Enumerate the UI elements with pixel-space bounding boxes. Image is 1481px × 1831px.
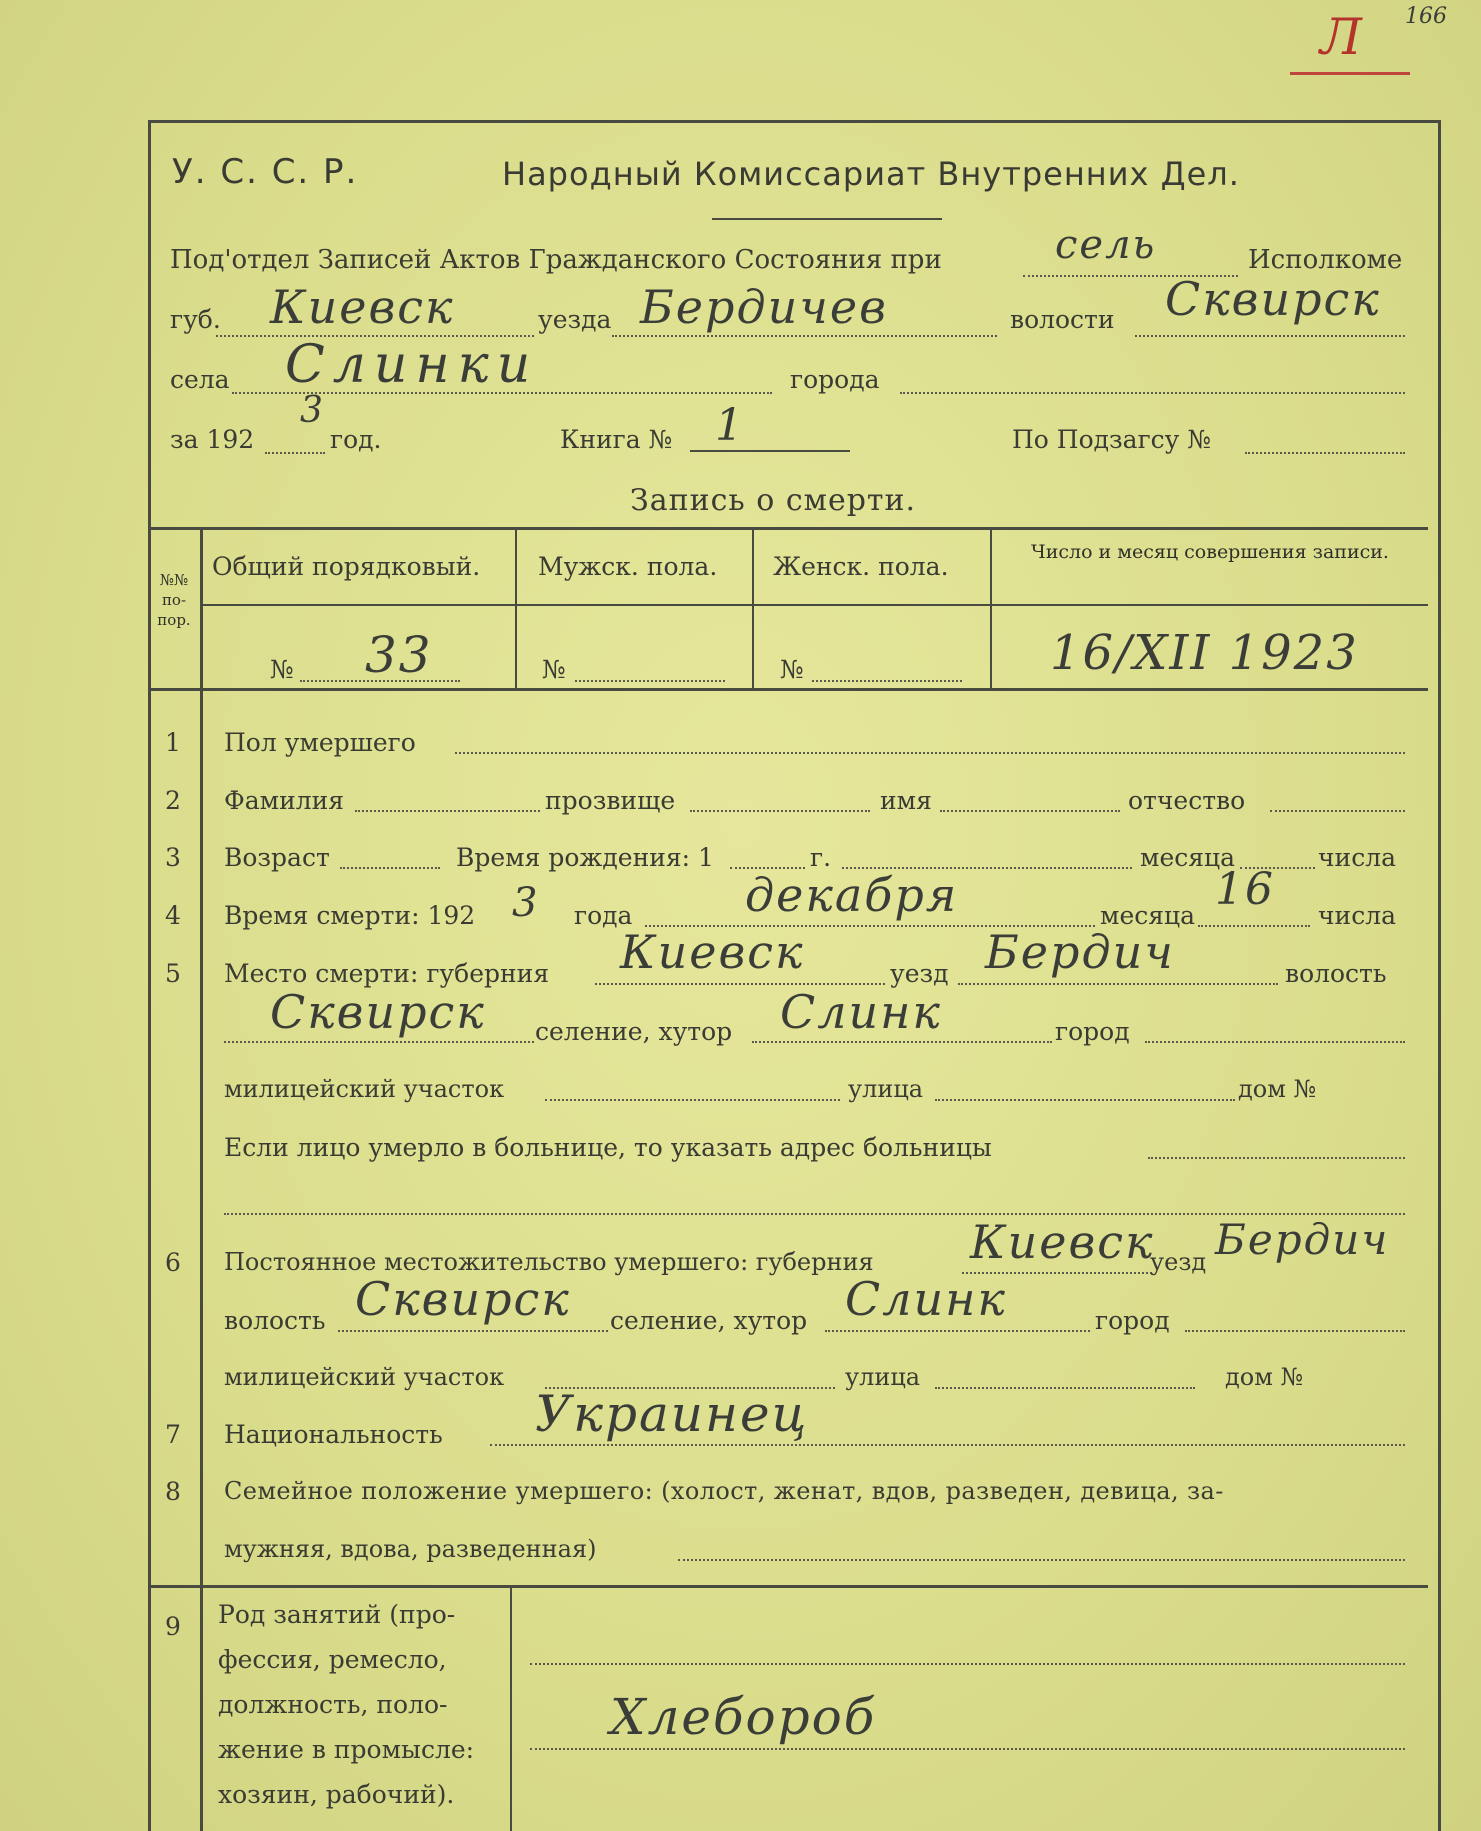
r9-value: Хлебороб [610,1688,877,1746]
r4-line-b [1198,925,1310,927]
r3-birth: Время рождения: 1 [456,843,714,872]
r2-line-d [1270,810,1405,812]
date-value: 16/XII 1923 [1050,625,1359,681]
r6-dom: дом № [1225,1363,1304,1391]
table-top-rule [148,527,1428,530]
r9-line-a [530,1663,1405,1665]
general-no: № [270,655,294,684]
r5-gorod: город [1055,1017,1130,1046]
r2-name: имя [880,786,932,815]
volost-line [1135,335,1405,337]
r4-goda: года [574,901,633,930]
uezd-value: Бердичев [640,280,888,334]
r5-line-d [752,1041,1052,1043]
male-line [575,680,725,682]
r6-selenie: селение, хутор [610,1306,808,1335]
republic-title: У. С. С. Р. [172,152,359,192]
table-mid-rule [200,604,1428,606]
r4-year-value: 3 [512,880,540,926]
female-no: № [780,655,804,684]
r3-month: месяца [1140,843,1235,872]
book-value: 1 [715,400,745,451]
table-bottom-rule [148,688,1428,691]
year-suffix: год. [330,425,382,454]
year-line [265,452,325,454]
r9-line4: жение в промысле: [218,1735,475,1764]
r4-day-value: 16 [1215,864,1275,915]
r4-month-value: декабря [745,868,959,922]
r5-hospital: Если лицо умерло в больнице, то указать адрес больницы [224,1133,992,1162]
r9-line2: фессия, ремесло, [218,1645,447,1674]
row-number-2: 2 [165,786,181,815]
r5-line-f [545,1099,840,1101]
r2-surname: Фамилия [224,786,345,815]
row-number-9: 9 [165,1612,181,1641]
r5-selenie: селение, хутор [535,1017,733,1046]
r6-line-d [1185,1330,1405,1332]
podzags-line [1245,452,1405,454]
gorod-line [900,392,1405,394]
selo-label: села [170,365,230,394]
r6-ulica: улица [845,1363,921,1391]
r7-value: Украинец [535,1385,809,1443]
r3-day: числа [1318,843,1396,872]
r5-volost: волость [1285,959,1387,988]
r6-selenie-value: Слинк [845,1272,1007,1326]
r5-line-h [1148,1157,1405,1159]
r5-gub-value: Киевск [620,925,805,979]
row-number-4: 4 [165,901,181,930]
general-value: 33 [365,626,433,684]
r4-day: числа [1318,901,1396,930]
r6-gub-value: Киевск [970,1215,1155,1269]
year-value: 3 [300,390,325,431]
r2-line-a [355,810,540,812]
male-no: № [542,655,566,684]
row-number-7: 7 [165,1420,181,1449]
r2-line-b [690,810,870,812]
r9-line1: Род занятий (про- [218,1600,456,1629]
r1-label: Пол умершего [224,728,416,757]
book-label: Книга № [560,425,673,454]
r4-month: месяца [1100,901,1195,930]
r7-label: Национальность [224,1420,443,1449]
book-line [690,450,850,452]
r3-g: г. [810,843,832,872]
r5-dom: дом № [1238,1075,1317,1103]
col-index-header: №№ по-пор. [157,571,191,629]
row-number-6: 6 [165,1248,181,1277]
archive-underline [1290,72,1410,75]
gub-value: Киевск [270,280,455,334]
executive-label: Исполкоме [1248,245,1403,275]
r6-uezd-value: Бердич [1215,1215,1390,1264]
r5-militia: милицейский участок [224,1075,505,1103]
r5-line-c [224,1041,534,1043]
r4-label: Время смерти: 192 [224,901,476,930]
row9-top-rule [148,1585,1428,1588]
col-male-header: Мужск. пола. [538,552,718,581]
r3-age: Возраст [224,843,330,872]
row9-left-rule [200,1585,203,1831]
r8-line1: Семейное положение умершего: (холост, женат, вдов, разведен, девица, за- [224,1477,1224,1505]
r6-militia: милицейский участок [224,1363,505,1391]
r2-nickname: прозвище [545,786,676,815]
r8-line2: мужняя, вдова, разведенная) [224,1535,597,1563]
archive-mark: Л [1320,8,1364,66]
r5-line-b [958,983,1278,985]
col-female-header: Женск. пола. [773,552,949,581]
row-number-5: 5 [165,959,181,988]
r6-uezd: уезд [1150,1248,1207,1276]
r5-label: Место смерти: губерния [224,959,550,988]
row-number-3: 3 [165,843,181,872]
r5-line-e [1145,1041,1405,1043]
row-number-1: 1 [165,728,181,757]
r9-line3: должность, поло- [218,1690,448,1719]
r5-uezd-value: Бердич [985,925,1175,979]
r2-patronymic: отчество [1128,786,1246,815]
r6-volost-value: Сквирск [355,1272,571,1326]
selo-value: Слинки [285,335,539,395]
gub-label: губ. [170,305,221,334]
r6-volost: волость [224,1306,326,1335]
header-rule [712,218,942,220]
r5-uezd: уезд [890,959,949,988]
podzags-label: По Подзагсу № [1012,425,1211,454]
row9-divider [510,1585,512,1831]
record-title: Запись о смерти. [630,483,917,518]
female-line [812,680,962,682]
subdept-label: Под'отдел Записей Актов Гражданского Состояния при [170,245,942,275]
gorod-label: города [790,365,880,394]
uezd-line [612,335,997,337]
r8-blank-line [678,1559,1405,1561]
table-vline-1 [200,527,203,1587]
volost-value: Сквирск [1165,272,1381,326]
table-vline-3 [752,527,754,688]
table-vline-4 [990,527,992,688]
archive-page-number: 166 [1405,4,1447,29]
r6-label: Постоянное местожительство умершего: губерния [224,1248,874,1276]
commissariat-title: Народный Комиссариат Внутренних Дел. [502,155,1240,193]
r5-ulica: улица [848,1075,924,1103]
r2-line-c [940,810,1120,812]
subdept-value: сель [1055,222,1157,268]
r6-line-c [825,1330,1090,1332]
r3-line-a [340,867,440,869]
r7-line [490,1444,1405,1446]
r9-line5: хозяин, рабочий). [218,1780,455,1809]
volost-label: волости [1010,305,1115,334]
r5-volost-value: Сквирск [270,985,486,1039]
uezd-label: уезда [538,305,612,334]
r5-line-g [935,1099,1235,1101]
r9-line-b [530,1748,1405,1750]
r6-line-f [935,1387,1195,1389]
row-number-8: 8 [165,1477,181,1506]
r1-line [455,752,1405,754]
r6-gorod: город [1095,1306,1170,1335]
r6-line-b [338,1330,608,1332]
col-date-header: Число и месяц совершения записи. [1031,541,1389,563]
year-label: за 192 [170,425,255,454]
col-general-header: Общий порядковый. [212,552,481,581]
table-vline-2 [515,527,517,688]
r5-selenie-value: Слинк [780,985,942,1039]
